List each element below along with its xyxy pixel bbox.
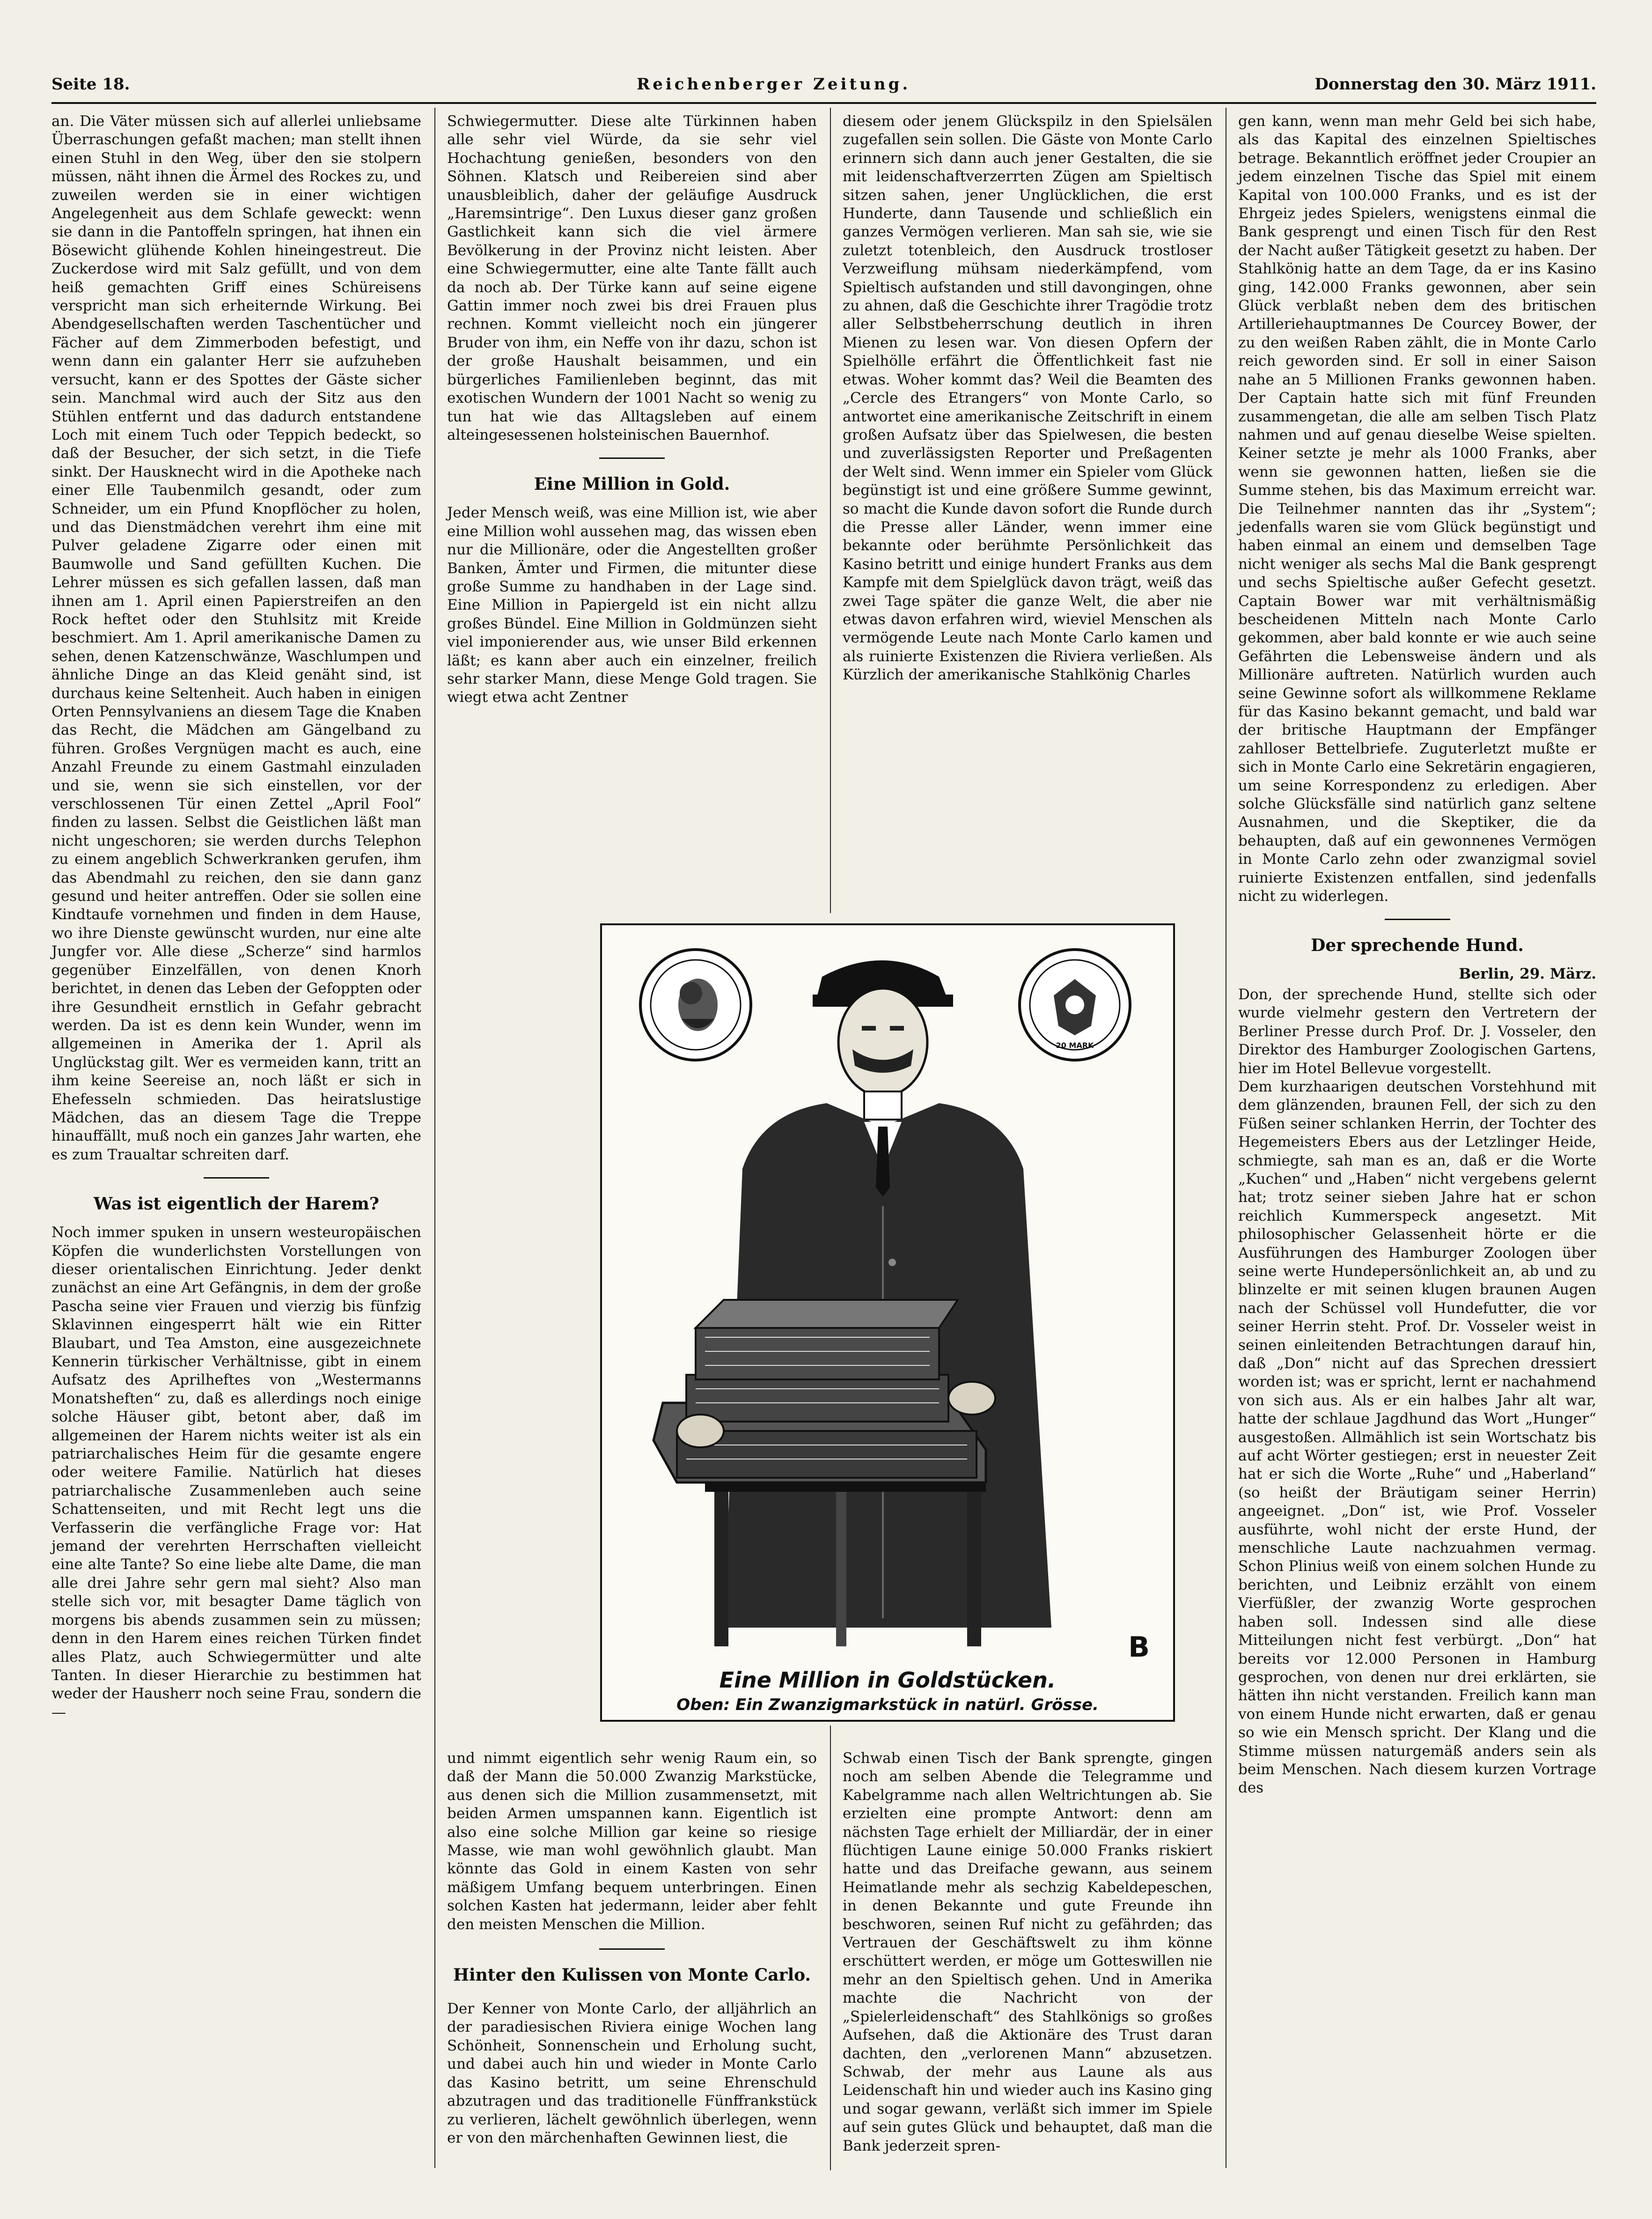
coin-right-icon (1020, 950, 1130, 1060)
heading-speaking-dog: Der sprechende Hund. (1311, 936, 1524, 956)
column-2-lower (447, 1735, 817, 2162)
article-text-speaking-dog: Don, der sprechende Hund, stellte sich oder wurde vielmehr gestern den Vertretern der Berliner Presse durch Prof. Dr. J. Vosseler, den Direktor des Hamburger Zoologischen Gartens, hier im Hotel Bellevue vorgestellt. (1238, 986, 1596, 1077)
article-text-harem: Noch immer spuken in unsern westeuropäischen Köpfen die wunderlichsten Vorstellungen von dieser orientalischen Einrichtung. Jeder denkt zunächst an eine Art Gefängnis, in dem der große Pascha seine vier Frauen und vierzig bis fünfzig Sklavinnen eingesperrt hält wie ein Ritter Blaubart, und Tea Amston, eine ausgezeichnete Kennerin türkischer Verhältnisse, gibt in einem Aufsatz des Aprilheftes von „Westermanns Monatsheften“ zu, daß es allerdings noch einige solche Häuser gibt, betont aber, daß im allgemeinen der Harem nichts weiter ist als ein patriarchalisches Heim für die gesamte engere oder weitere Familie. Natürlich hat dieses patriarchalische Zusammenleben auch seine Schattenseiten, und mit Recht legt uns die Verfasserin die verfängliche Frage vor: Hat jemand der verehrten Herrschaften vielleicht eine alte Tante? So eine liebe alte Dame, die man alle drei Jahre sehr gern mal sieht? Also man stelle sich vor, mit besagter Dame täglich von morgens bis abends zusammen sein zu müssen; denn in den Harem eines reichen Türken findet alles Platz, auch Schwiegermütter und alte Tanten. In dieser Hierarchie zu bestimmen hat weder der Hausherr noch seine Frau, sondern die — (51, 1224, 421, 1721)
page-number: Seite 18. (51, 75, 130, 94)
article-separator (599, 457, 665, 459)
heading-million-gold: Eine Million in Gold. (534, 474, 730, 494)
article-text-monte-carlo: diesem oder jenem Glückspilz in den Spielsälen zugefallen sein sollen. Die Gäste von Monte Carlo erinnern sich dann auch jener Gestalten, die sie mit leidenschaftverzerrten Zügen am Spieltisch sitzen sahen, jener Unglücklichen, die erst Hunderte, dann Tausende und schließlich ein ganzes Vermögen verlieren. Man sah sie, wie sie zuletzt totenbleich, den Ausdruck trostloser Verzweiflung mühsam niederkämpfend, vom Spieltisch aufstanden und still davongingen, ohne zu ahnen, daß die Geschichte ihrer Tragödie trotz aller Selbstbeherrschung deutlich in ihren Mienen zu lesen war. Von diesen Opfern der Spielhölle erfährt die Öffentlichkeit fast nie etwas. Woher kommt das? Weil die Beamten des „Cercle des Etrangers“ von Monte Carlo, so antwortet eine amerikanische Zeitschrift in einem großen Aufsatz über das Spielwesen, die besten und zuverlässigsten Reporter und Preßagenten der Welt sind. Wenn immer ein Spieler vom Glück begünstigt ist und eine größere Summe gewinnt, so macht die Kunde davon sofort die Runde durch die Presse aller Länder, wenn immer eine bekannte oder berühmte Persönlichkeit das Kasino betritt und einige hundert Franks aus dem Kampfe mit dem Spielglück davon trägt, weiß das zwei Tage später die ganze Welt, die aber nie etwas davon erfahren wird, wieviel Menschen als vermögende Leute nach Monte Carlo kamen und als ruinierte Existenzen die Riviera verließen. Als Kürzlich der amerikanische Stahlkönig Charles (843, 113, 1212, 684)
article-text-million-gold: Jeder Mensch weiß, was eine Million ist, wie aber eine Million wohl aussehen mag, das wissen eben nur die Millionäre, oder die Angestellten großer Banken, Ämter und Firmen, die mitunter diese große Summe zu handhaben in der Lage sind. Eine Million in Papiergeld ist ein nicht allzu großes Bündel. Eine Million in Goldmünzen sieht viel imponierender aus, wie unser Bild erkennen läßt; es kann aber auch ein einzelner, freilich sehr starker Mann, diese Menge Gold tragen. Sie wiegt etwa acht Zentner (447, 504, 817, 706)
artist-signature: B (1128, 1631, 1150, 1664)
heading-harem: Was ist eigentlich der Harem? (94, 1194, 379, 1214)
column-divider (434, 108, 435, 2168)
article-text-monte-carlo-continued: gen kann, wenn man mehr Geld bei sich habe, als das Kapital des einzelnen Spieltisches betrage. Bekanntlich eröffnet jeder Croupier an jedem einzelnen Tische das Spiel mit einem Kapital von 100.000 Franks, und es ist der Ehrgeiz jedes Spielers, wenigstens einmal die Bank gesprengt und einen Tisch für den Rest der Nacht außer Tätigkeit gesetzt zu haben. Der Stahlkönig hatte an dem Tage, da er ins Kasino ging, 142.000 Franks gewonnen, aber sein Glück verblaßt neben dem des britischen Artilleriehauptmannes De Courcey Bower, der zu den weißen Raben zählt, die in Monte Carlo reich geworden sind. Er soll in einer Saison nahe an 5 Millionen Franks gewonnen haben. Der Captain hatte sich mit fünf Freunden zusammengetan, die alle am selben Tisch Platz nahmen und auf genau dieselbe Weise spielten. Keiner setzte je mehr als 1000 Franks, aber wenn sie gewonnen hatten, ließen sie die Summe stehen, bis das Maximum erreicht war. Die Teilnehmer nannten das ihr „System“; jedenfalls waren sie vom Glück begünstigt und haben einmal an einem und demselben Tage nicht weniger als sechs Mal die Bank gesprengt und sechs Spieltische außer Gefecht gesetzt. Captain Bower war mit verhältnismäßig bescheidenen Mitteln nach Monte Carlo gekommen, aber bald konnte er wie auch seine Gefährten die Lebensweise ändern und als Millionäre auftreten. Natürlich wurden auch seine Gewinne sofort als willkommene Reklame für das Kasino bekannt gemacht, und bald war der britische Hauptmann der Empfänger zahlloser Bettelbriefe. Zuguterletzt mußte er sich in Monte Carlo eine Sekretärin engagieren, um seine Korrespondenz zu erledigen. Aber solche Glücksfälle sind natürlich ganz seltene Ausnahmen, und die Skeptiker, die da behaupten, daß auf ein gewonnenes Vermögen in Monte Carlo zehn oder zwanzigmal soviel ruinierte Existenzen entfallen, sind jedenfalls nicht zu widerlegen. (1238, 113, 1596, 905)
man-with-gold-illustration (602, 925, 1173, 1656)
man-figure-icon (724, 960, 1051, 1628)
article-separator (599, 1948, 665, 1950)
figure-subcaption: Oben: Ein Zwanzigmarkstück in natürl. Grösse. (676, 1696, 1099, 1714)
column-divider (830, 1725, 831, 2170)
dateline: Berlin, 29. März. (1459, 966, 1596, 983)
issue-date: Donnerstag den 30. März 1911. (1314, 75, 1596, 94)
illustration-million-in-gold (600, 923, 1175, 1722)
column-divider (830, 108, 831, 913)
column-2 (447, 112, 817, 707)
article-text-monte-carlo-intro: Der Kenner von Monte Carlo, der alljährlich an der paradiesischen Riviera einige Wochen lang Schönheit, Sonnenschein und Erholung sucht, und dabei auch hin und wieder in Monte Carlo das Kasino betritt, um seine Ehrenschuld abzutragen und das traditionelle Fünffrankstück zu verlieren, lächelt gewöhnlich überlegen, wenn er von den märchenhaften Gewinnen liest, die (447, 2000, 817, 2146)
column-1 (51, 112, 421, 1722)
article-separator (1385, 919, 1450, 920)
column-3 (843, 112, 1212, 685)
header-rule (51, 102, 1596, 104)
coin-left-icon (640, 950, 751, 1060)
column-4 (1238, 112, 1596, 1798)
article-text-monte-carlo-schwab: Schwab einen Tisch der Bank sprengte, gingen noch am selben Abende die Telegramme und Kabelgramme nach allen Weltrichtungen ab. Sie erzielten eine prompte Antwort: denn am nächsten Tage erhielt der Milliardär, der in einer flüchtigen Laune einige 50.000 Franks riskiert hatte und das Dreifache gewann, aus seinem Heimatlande mehr als sechzig Kabeldepeschen, in denen Bekannte und gute Freunde ihn beschworen, seinen Ruf nicht zu gefährden; das Vertrauen der Geschäftswelt zu ihm könne erschüttert werden, er möge um Gotteswillen nie mehr an den Spieltisch gehen. Und in Amerika machte die Nachricht von der „Spielerleidenschaft“ des Stahlkönigs so großes Aufsehen, daß die Aktionäre des Trust daran dachten, den „verlorenen Mann“ abzusetzen. Schwab, der mehr aus Laune als aus Leidenschaft hin und wieder auch ins Kasino ging und sogar gewann, verläßt sich immer im Spiele auf sein gutes Glück und behauptet, daß man die Bank jederzeit spren- (843, 1750, 1212, 2154)
article-text-april-fool: an. Die Väter müssen sich auf allerlei unliebsame Überraschungen gefaßt machen; man stellt ihnen einen Stuhl in den Weg, über den sie stolpern müssen, näht ihnen die Ärmel des Rockes zu, und zuweilen werden sie in einer wichtigen Angelegenheit aus dem Schlafe geweckt: wenn sie dann in die Pantoffeln springen, hat ihnen ein Bösewicht glühende Kohlen hineingestreut. Die Zuckerdose wird mit Salz gefüllt, und von dem heiß gemachten Griff eines Schüreisens verspricht man sich erheiternde Wirkung. Bei Abendgesellschaften werden Taschentücher und Fächer auf dem Zimmerboden befestigt, und wenn dann ein galanter Herr sie aufzuheben versucht, kann er des Spottes der Gäste sicher sein. Manchmal wird auch der Sitz aus den Stühlen entfernt und das dadurch entstandene Loch mit einem Tuch oder Teppich bedeckt, so daß der Besucher, der sich setzt, in die Tiefe sinkt. Der Hausknecht wird in die Apotheke nach einer Elle Taubenmilch gesandt, oder zum Schneider, um ein Pfund Knopflöcher zu holen, und das Dienstmädchen verehrt ihm eine mit Pulver geladene Zigarre oder einen mit Baumwolle und Sand gefüllten Kuchen. Die Lehrer müssen es sich gefallen lassen, daß man ihnen am 1. April einen Papierstreifen an den Rock heftet oder den Stuhlsitz mit Kreide beschmiert. Am 1. April amerikanische Damen zu sehen, denen Katzenschwänze, Waschlumpen und ähnliche Dinge an das Kleid genäht sind, ist durchaus keine Seltenheit. Auch haben in einigen Orten Pennsylvaniens an diesem Tage die Knaben das Recht, die Mädchen am Gängelband zu führen. Großes Vergnügen macht es auch, eine Anzahl Freunde zu einem Gastmahl einzuladen und sie, wenn sie sich einstellen, vor der verschlossenen Tür einen Zettel „April Fool“ finden zu lassen. Selbst die Geistlichen läßt man nicht ungeschoren; sie werden durchs Telephon zu einem angeblich Schwerkranken gerufen, ihm das Abendmahl zu reichen, den sie dann ganz gesund und heiter antreffen. Oder sie sollen eine Kindtaufe vornehmen und finden in dem Hause, wo ihre Dienste gewünscht wurden, nur eine alte Jungfer vor. Alle diese „Scherze“ sind harmlos gegenüber Einzelfällen, von denen Knorh berichtet, in denen das Leben der Gefoppten oder ihre Gesundheit ernstlich in Gefahr gebracht werden. Da ist es denn kein Wunder, wenn im allgemeinen in Amerika der 1. April als Unglückstag gilt. Wer es vermeiden kann, tritt an ihm keine Seereise an, noch läßt er sich in Ehefesseln schmieden. Das heiratslustige Mädchen, das an diesem Tage die Treppe hinauffällt, muß noch ein ganzes Jahr warten, ehe es zum Traualtar schreiten darf. (51, 113, 421, 1163)
article-text-speaking-dog-body: Dem kurzhaarigen deutschen Vorstehhund mit dem glänzenden, braunen Fell, der sich zu den Füßen seiner schlanken Herrin, der Tochter des Hegemeisters Ebers aus der Letzlinger Heide, schmiegte, sah man es an, daß er die Worte „Kuchen“ und „Haben“ nicht vergebens gelernt hat; trotz seiner sieben Jahre hat er schon reichlich Kummerspeck angesetzt. Mit philosophischer Gelassenheit hörte er die Ausführungen des Hamburger Zoologen über seine werte Hundepersönlichkeit an, ab und zu blinzelte er mit seinen klugen braunen Augen nach der Schüssel voll Hundefutter, die vor seiner Herrin steht. Prof. Dr. Vosseler weist in seinen einleitenden Betrachtungen darauf hin, daß „Don“ nicht auf das Sprechen dressiert worden ist; was er spricht, lernt er nachahmend von sich aus. Als er ein halbes Jahr alt war, hatte der schlaue Jagdhund das Wort „Hunger“ ausgestoßen. Allmählich ist sein Wortschatz bis auf acht Wörter gestiegen; erst in neuester Zeit hat er sich die Worte „Ruhe“ und „Haberland“ (so heißt der Bräutigam seiner Herrin) angeeignet. „Don“ ist, wie Prof. Vosseler ausführte, wohl nicht der erste Hund, der menschliche Laute nachzuahmen vermag. Schon Plinius weiß von einem solchen Hunde zu berichten, und Leibniz erzählt von einem Vierfüßler, der zwanzig Worte gesprochen haben soll. Indessen sind alle diese Mitteilungen nicht fest verbürgt. „Don“ hat bereits vor 12.000 Personen in Hamburg gesprochen, von denen nur drei erklärten, sie hätten ihn nicht verstanden. Freilich kann man von einem Hunde nicht erwarten, daß er genau so wie ein Mensch spricht. Der Klang und die Stimme müssen naturgemäß anders sein als beim Menschen. Nach diesem kurzen Vortrage des (1238, 1078, 1596, 1797)
article-text-million-gold-continued: und nimmt eigentlich sehr wenig Raum ein, so daß der Mann die 50.000 Zwanzig Markstücke, aus denen sich die Million zusammensetzt, mit beiden Armen umspannen kann. Eigentlich ist also eine solche Million gar keine so riesige Masse, wie man wohl gewöhnlich glaubt. Man könnte das Gold in einem Kasten von sehr mäßigem Umfang bequem unterbringen. Einen solchen Kasten hat jedermann, leider aber fehlt den meisten Menschen die Million. (447, 1750, 817, 1933)
newspaper-title: Reichenberger Zeitung. (637, 75, 911, 94)
newspaper-page (51, 70, 1596, 2177)
page-header (51, 70, 1596, 98)
article-text-harem-continued: Schwiegermutter. Diese alte Türkinnen haben alle sehr viel Würde, da sie sehr viel Hochachtung genießen, besonders von den Söhnen. Klatsch und Reibereien sind aber unausbleiblich, daher der geläufige Ausdruck „Haremsintrige“. Den Luxus dieser ganz großen Gastlichkeit kann sich die viel ärmere Bevölkerung in der Provinz nicht leisten. Aber eine Schwiegermutter, eine alte Tante fällt auch da noch ab. Der Türke kann auf seine eigene Gattin immer noch zwei bis drei Frauen plus rechnen. Kommt vielleicht noch ein jüngerer Bruder von ihm, ein Neffe von ihr dazu, schon ist der große Haushalt beisammen, und ein bürgerliches Familienleben beginnt, das mit exotischen Wundern der 1001 Nacht so wenig zu tun hat wie das Alltagsleben auf einem alteingesessenen holsteinischen Bauernhof. (447, 113, 817, 443)
figure-caption: Eine Million in Goldstücken. (719, 1667, 1056, 1693)
article-separator (204, 1177, 269, 1179)
column-3-lower (843, 1735, 1212, 2170)
heading-monte-carlo: Hinter den Kulissen von Monte Carlo. (453, 1965, 811, 1985)
svg-text:20 MARK: 20 MARK (1056, 1041, 1094, 1050)
